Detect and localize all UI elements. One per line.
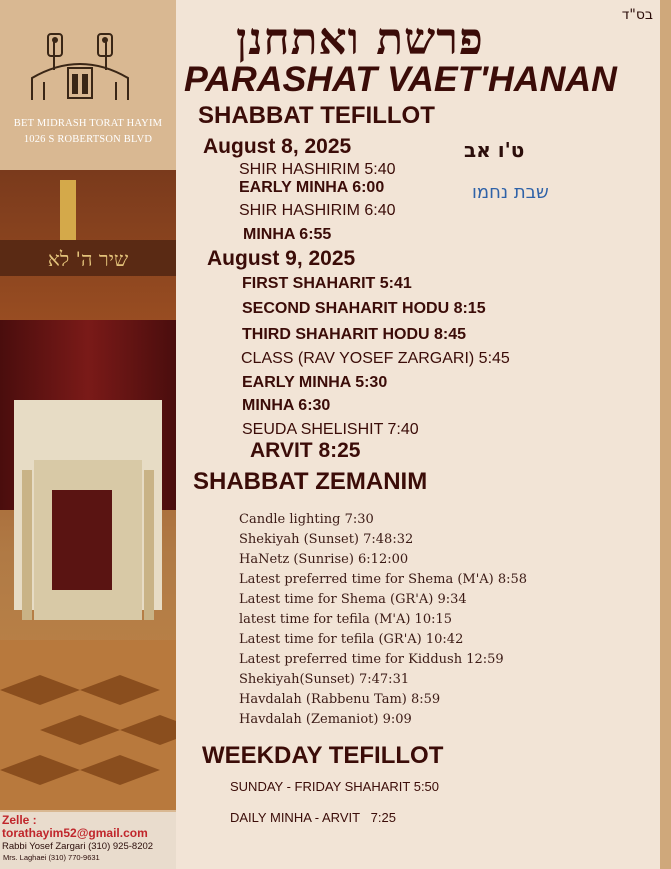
sanctuary-photo — [0, 170, 176, 810]
hebrew-date: ט'ו אב — [464, 138, 525, 162]
secondary-contact: Mrs. Laghaei (310) 770-9631 — [3, 853, 100, 862]
friday-date: August 8, 2025 — [203, 135, 352, 158]
saturday-item: SEUDA SHELISHIT 7:40 — [242, 421, 419, 438]
zman-item: Latest preferred time for Shema (M'A) 8:58 — [239, 572, 528, 587]
svg-text:שיר ה' לא: שיר ה' לא — [47, 247, 129, 271]
saturday-date: August 9, 2025 — [207, 247, 356, 270]
bsd-mark: בס"ד — [621, 7, 653, 23]
zman-item: Havdalah (Rabbenu Tam) 8:59 — [239, 692, 441, 707]
zman-item: Shekiyah(Sunset) 7:47:31 — [239, 672, 410, 687]
saturday-item: FIRST SHAHARIT 5:41 — [242, 275, 412, 292]
hebrew-title: פרשת ואתחנן — [236, 14, 484, 65]
shul-address: 1026 S ROBERTSON BLVD — [23, 134, 153, 145]
zman-item: Latest preferred time for Kiddush 12:59 — [239, 652, 504, 667]
contact-footer — [0, 812, 176, 869]
rabbi-contact: Rabbi Yosef Zargari (310) 925-8202 — [2, 841, 154, 852]
zemanim-heading: SHABBAT ZEMANIM — [193, 468, 428, 495]
saturday-item: EARLY MINHA 5:30 — [242, 374, 388, 391]
friday-item: SHIR HASHIRIM 5:40 — [239, 161, 396, 178]
weekday-heading: WEEKDAY TEFILLOT — [202, 742, 444, 769]
right-border — [660, 0, 671, 869]
friday-item: SHIR HASHIRIM 6:40 — [239, 202, 396, 219]
friday-item: MINHA 6:55 — [243, 226, 332, 243]
zman-item: Candle lighting 7:30 — [239, 512, 374, 527]
zelle-label: Zelle : — [2, 813, 37, 827]
sidebar — [0, 0, 176, 869]
zman-item: Latest time for tefila (GR'A) 10:42 — [239, 632, 464, 647]
weekday-item: DAILY MINHA - ARVIT 7:25 — [230, 810, 396, 825]
zman-item: Shekiyah (Sunset) 7:48:32 — [239, 532, 414, 547]
zman-item: Latest time for Shema (GR'A) 9:34 — [239, 592, 467, 607]
saturday-item: THIRD SHAHARIT HODU 8:45 — [242, 326, 467, 343]
weekday-item: SUNDAY - FRIDAY SHAHARIT 5:50 — [230, 779, 440, 794]
saturday-item-arvit: ARVIT 8:25 — [250, 439, 361, 462]
hebrew-shabbat-name: שבת נחמו — [472, 182, 549, 203]
saturday-item: MINHA 6:30 — [242, 397, 331, 414]
saturday-item: SECOND SHAHARIT HODU 8:15 — [242, 300, 486, 317]
friday-item: EARLY MINHA 6:00 — [239, 179, 385, 196]
zman-item: Havdalah (Zemaniot) 9:09 — [239, 712, 412, 727]
saturday-item: CLASS (RAV YOSEF ZARGARI) 5:45 — [241, 350, 510, 367]
shabbat-tefillot-heading: SHABBAT TEFILLOT — [198, 102, 435, 129]
zelle-email[interactable]: torathayim52@gmail.com — [2, 826, 148, 840]
zman-item: HaNetz (Sunrise) 6:12:00 — [239, 552, 409, 567]
shul-logo-icon — [24, 30, 136, 102]
english-title: PARASHAT VAET'HANAN — [184, 60, 617, 99]
shul-name: BET MIDRASH TORAT HAYIM — [13, 118, 163, 129]
zman-item: latest time for tefila (M'A) 10:15 — [239, 612, 453, 627]
